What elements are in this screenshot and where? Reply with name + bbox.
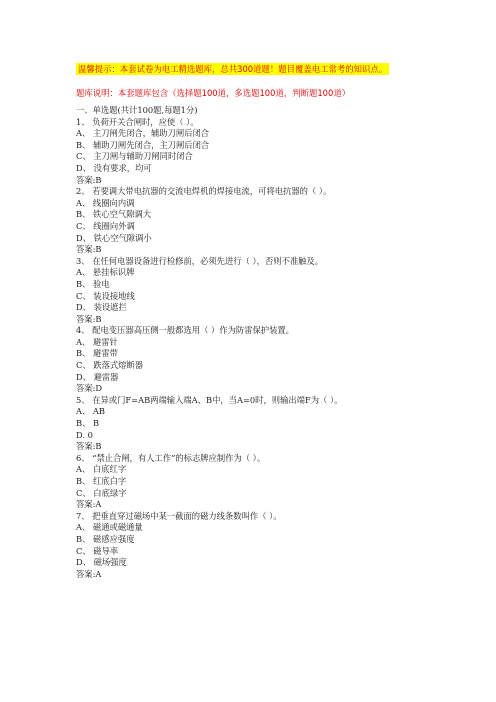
question-line: 答案:A (76, 568, 102, 579)
question-line: C、 磁导率 (76, 545, 119, 556)
question-line: B、 红底白字 (76, 476, 127, 486)
question-line: C、 主刀闸与辅助刀闸同时闭合 (76, 151, 193, 162)
question-line: D、 装设遮拦 (76, 302, 127, 313)
question-line: A、 避雷针 (76, 336, 118, 347)
question-line: B、 B (76, 418, 100, 429)
question-line: C、 线圈向外调 (76, 220, 135, 231)
question-line: C、 跌落式熔断器 (76, 360, 144, 371)
question-line: D、 避雷器 (76, 371, 119, 382)
question-line: C、 装设接地线 (76, 290, 135, 301)
question-line: 5、 在异或门F=AB两端输入端A、B中，当A=0时，则输出端F为（ ）。 (76, 394, 343, 405)
question-line: A、 白底红字 (76, 464, 127, 475)
question-line: B、 铁心空气隙调大 (76, 209, 152, 220)
question-line: 6、 “禁止合闸，有人工作”的标志牌应制作为（ ）。 (76, 452, 266, 463)
question-line: B、 磁感应强度 (76, 533, 135, 544)
question-line: 答案:D (76, 383, 103, 394)
question-line: A、 磁通或磁通量 (76, 522, 143, 533)
question-line: B、 验电 (76, 278, 110, 289)
question-bank-description: 题库说明：本套题库包含（选择题100道，多选题100道，判断题100道） (76, 88, 351, 98)
question-line: A、 AB (76, 406, 106, 417)
question-line: A、 主刀闸先闭合，辅助刀闸后闭合 (76, 128, 210, 139)
question-list (76, 105, 456, 580)
question-line: B、 辅助刀闸先闭合，主刀闸后闭合 (76, 139, 210, 150)
question-line: 4、 配电变压器高压侧一般都选用（ ）作为防雷保护装置。 (76, 325, 294, 336)
question-line: D、 没有要求，均可 (76, 162, 152, 173)
question-line: 一、单选题(共计100题,每题1分) (76, 105, 198, 115)
question-line: A、 悬挂标识牌 (76, 267, 135, 278)
notice-banner: 温馨提示：本套试卷为电工精选题库，总共300道题！题目覆盖电工常考的知识点。 (78, 64, 388, 74)
question-line: D. 0 (76, 429, 93, 440)
question-line: 7、 把垂直穿过磁场中某一截面的磁力线条数叫作（ ）。 (76, 510, 282, 521)
question-line: 2、 若要调大带电抗器的交流电焊机的焊接电流，可将电抗器的（ ）。 (76, 186, 332, 197)
question-line: D、 铁心空气隙调小 (76, 232, 152, 243)
question-line: 答案:B (76, 244, 102, 255)
question-line: D、 磁场强度 (76, 557, 127, 568)
question-line: 答案:B (76, 174, 102, 185)
question-line: A、 线圈向内调 (76, 197, 135, 208)
question-line: B、 避雷带 (76, 348, 118, 359)
question-line: 答案:B (76, 313, 102, 324)
question-line: 3、 在任何电器设备进行检修前，必须先进行（ ），否则不准触及。 (76, 255, 324, 266)
question-line: 1、 负荷开关合闸时，应使（ ）。 (76, 116, 199, 127)
question-line: 答案:A (76, 499, 102, 510)
question-line: 答案:B (76, 441, 102, 452)
question-line: C、 白底绿字 (76, 487, 127, 498)
